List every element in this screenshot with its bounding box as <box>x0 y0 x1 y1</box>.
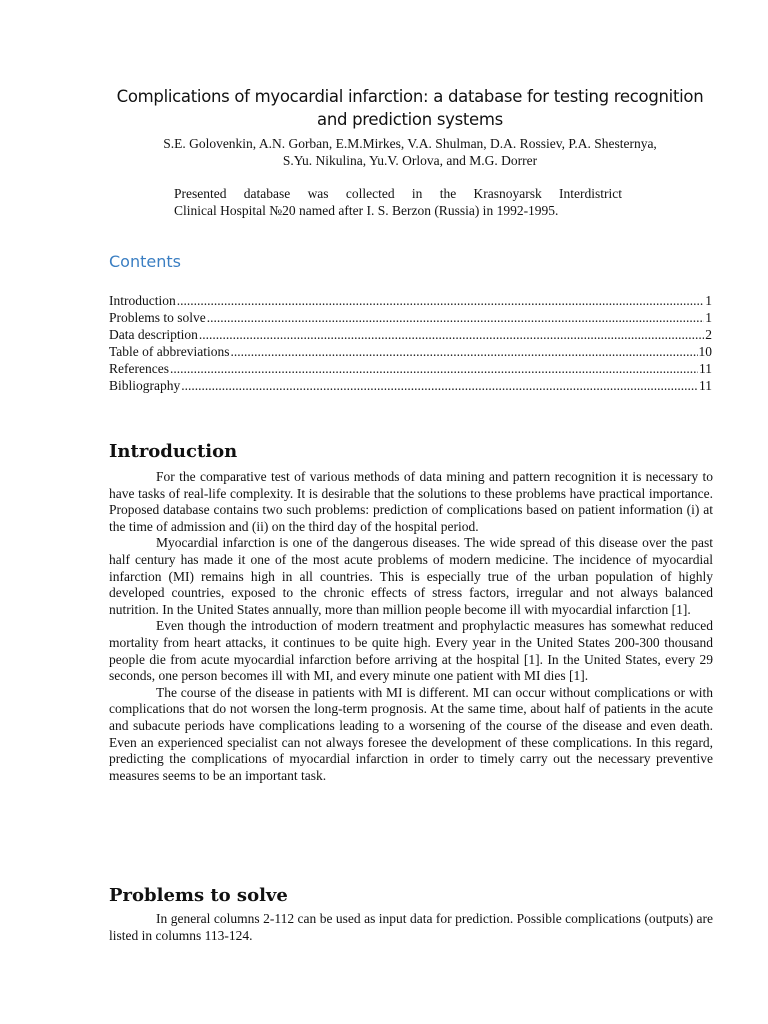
title-line-2: and prediction systems <box>317 110 503 129</box>
introduction-paragraph-2: Myocardial infarction is one of the dangerous diseases. The wide spread of this disease over the past half century has made it one of the most acute problems of modern medicine. The incidence of myocardial infarction (MI) remains high in all countries. This is especially true of the urban population of highly developed countries, exposed to the chronic effects of stress factors, irregular and not always balanced nutrition. In the United States annually, more than million people become ill with myocardial infarction [1]. <box>109 535 713 617</box>
introduction-heading: Introduction <box>109 441 238 462</box>
contents-heading: Contents <box>109 252 181 271</box>
authors-line-2: S.Yu. Nikulina, Yu.V. Orlova, and M.G. Dorrer <box>282 153 538 168</box>
title-line-1: Complications of myocardial infarction: a database for testing recognition <box>116 87 704 106</box>
abstract-line-1: Presented database was collected in the Krasnoyarsk Interdistrict <box>174 186 622 201</box>
toc-entry-page: 10 <box>698 344 712 359</box>
problems-heading: Problems to solve <box>109 885 288 906</box>
introduction-paragraph-3: Even though the introduction of modern treatment and prophylactic measures has somewhat reduced mortality from heart attacks, it continues to be quite high. Every year in the United States 200-300 thousand people die from acute myocardial infarction before arriving at the hospital [1]. In the United States, every 29 seconds, one person becomes ill with MI, and every minute one patient with MI dies [1]. <box>109 618 713 684</box>
toc-dot-leader <box>170 360 698 377</box>
toc-entry-label: References <box>109 361 169 376</box>
toc-dot-leader <box>199 326 704 343</box>
toc-entry-page: 1 <box>705 293 712 308</box>
toc-entry-bibliography[interactable] <box>109 377 712 394</box>
author-list <box>100 135 720 169</box>
toc-entry-data-description[interactable] <box>109 326 712 343</box>
toc-entry-page: 2 <box>705 327 712 342</box>
toc-entry-problems-to-solve[interactable] <box>109 309 712 326</box>
problems-paragraph-1: In general columns 2-112 can be used as input data for prediction. Possible complications (outputs) are listed in columns 113-124. <box>109 911 713 943</box>
introduction-body <box>109 469 713 784</box>
abstract <box>174 185 622 219</box>
table-of-contents <box>109 292 712 394</box>
paper-title <box>100 85 720 131</box>
toc-entry-page: 1 <box>705 310 712 325</box>
toc-entry-label: Introduction <box>109 293 176 308</box>
authors-line-1: S.E. Golovenkin, A.N. Gorban, E.M.Mirkes, V.A. Shulman, D.A. Rossiev, P.A. Shesternya, <box>163 136 657 151</box>
toc-entry-label: Problems to solve <box>109 310 206 325</box>
toc-dot-leader <box>231 343 698 360</box>
problems-body <box>109 911 713 944</box>
toc-entry-page: 11 <box>699 378 712 393</box>
toc-entry-references[interactable] <box>109 360 712 377</box>
toc-dot-leader <box>177 292 705 309</box>
toc-entry-introduction[interactable] <box>109 292 712 309</box>
toc-entry-label: Data description <box>109 327 198 342</box>
toc-entry-table-of-abbreviations[interactable] <box>109 343 712 360</box>
abstract-line-2: Clinical Hospital №20 named after I. S. Berzon (Russia) in 1992-1995. <box>174 203 559 218</box>
toc-dot-leader <box>181 377 698 394</box>
introduction-paragraph-4: The course of the disease in patients with MI is different. MI can occur without complications or with complications that do not worsen the long-term prognosis. At the same time, about half of patients in the acute and subacute periods have complications leading to a worsening of the course of the disease and even death. Even an experienced specialist can not always foresee the development of these complications. In this regard, predicting the complications of myocardial infarction in order to timely carry out the necessary preventive measures seems to be an important task. <box>109 684 713 783</box>
toc-dot-leader <box>207 309 705 326</box>
toc-entry-label: Bibliography <box>109 378 181 393</box>
toc-entry-label: Table of abbreviations <box>109 344 230 359</box>
toc-entry-page: 11 <box>699 361 712 376</box>
introduction-paragraph-1: For the comparative test of various methods of data mining and pattern recognition it is necessary to have tasks of real-life complexity. It is desirable that the solutions to these problems have practical importance. Proposed database contains two such problems: prediction of complications based on patient information (i) at the time of admission and (ii) on the third day of the hospital period. <box>109 469 713 534</box>
